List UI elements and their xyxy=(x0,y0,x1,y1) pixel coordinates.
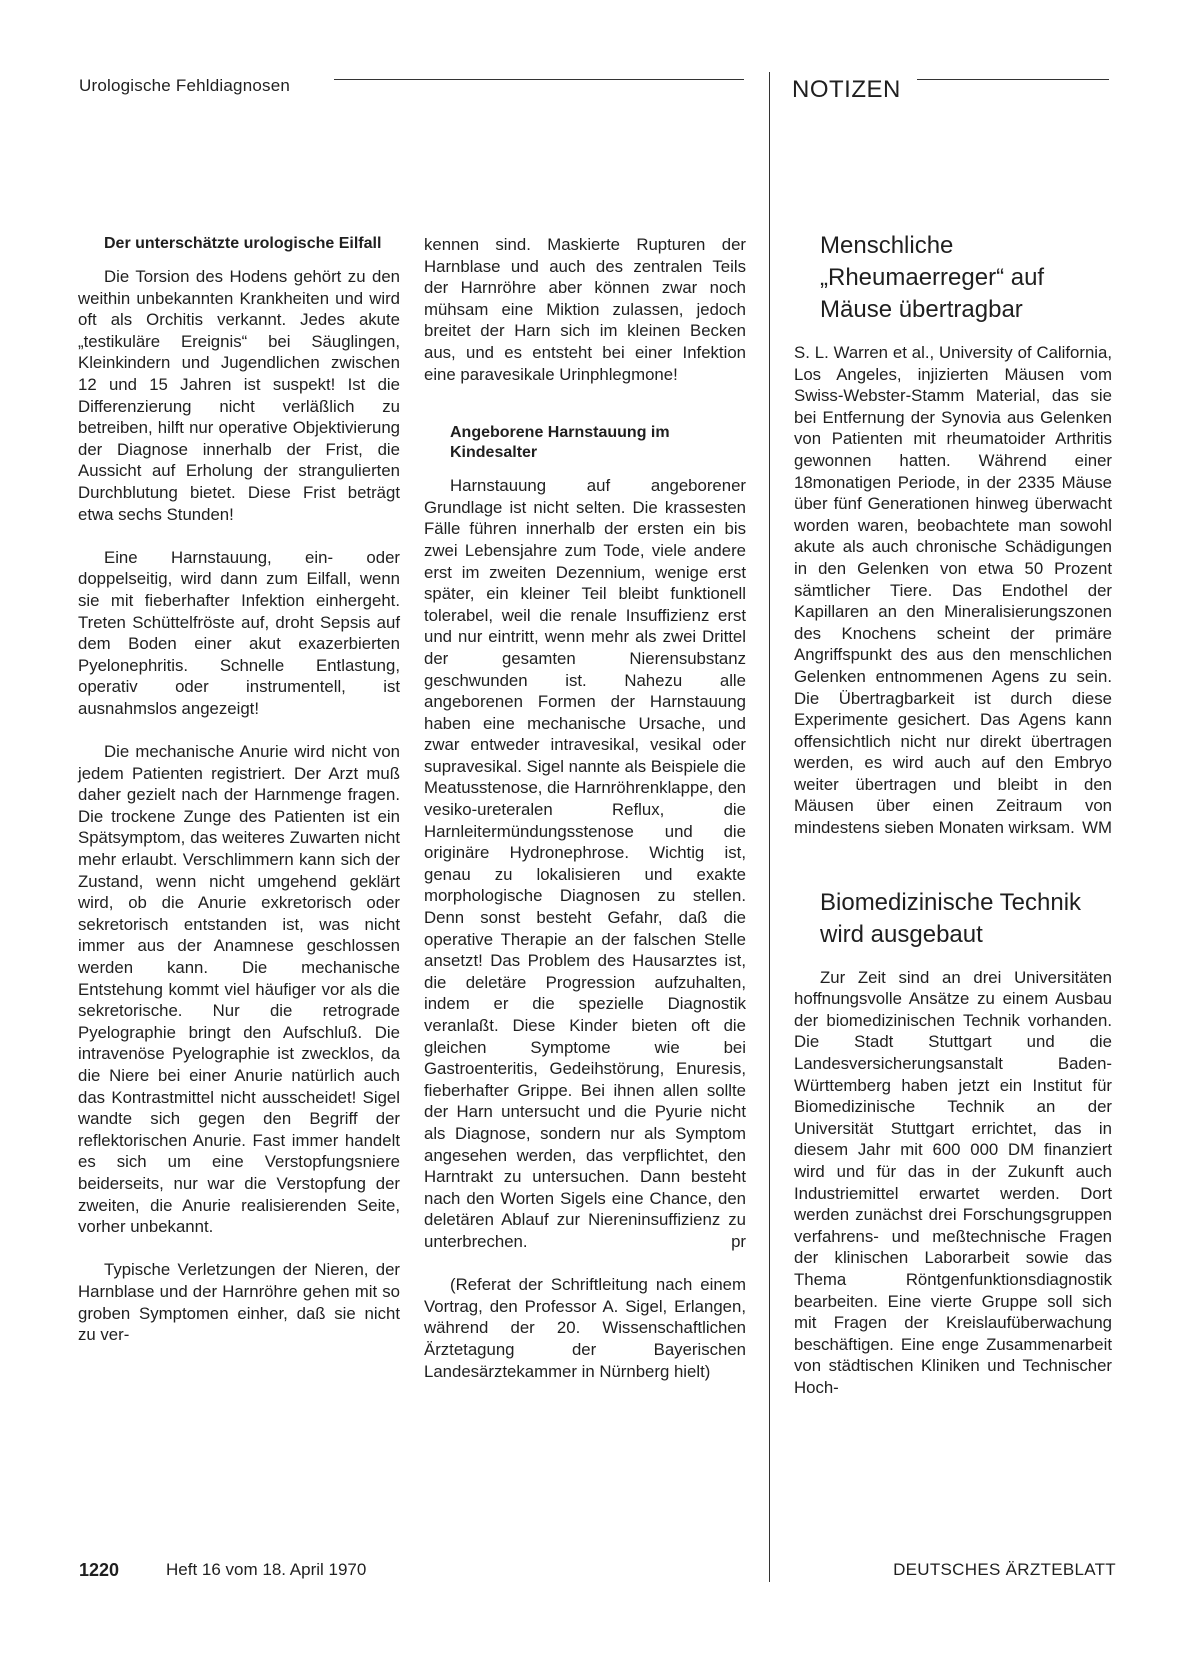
author-initials: pr xyxy=(731,1231,746,1251)
paragraph xyxy=(794,342,1112,839)
column-divider xyxy=(769,72,770,1582)
column-3 xyxy=(794,230,1112,1399)
article-heading: Angeborene Harnstauung im Kindesalter xyxy=(450,424,670,462)
paragraph: Die mechanische Anurie wird nicht von jedem Patienten registriert. Der Arzt muß daher gezielt nach der Harnmenge fragen. Die trockene Zunge des Patienten ist ein Spätsymptom, das weiteres Zuwarten nicht mehr erlaubt. Verschlimmern kann sich der Zustand, wenn nicht umgehend geklärt wird, ob die Anurie exkretorisch oder sekretorisch entstanden ist, was nicht immer aus der Anamnese geschlossen werden kann. Die mechanische Entstehung kommt viel häufiger vor als die sekretorische. Nur die retrograde Pyelographie bringt den Aufschluß. Die intravenöse Pyelographie ist zwecklos, da die Niere bei einer Anurie natürlich auch das Kontrastmittel nicht ausscheidet! Sigel wandte sich gegen den Begriff der reflektorischen Anurie. Fast immer handelt es sich um eine Verstopfungsniere beiderseits, nur war die Verstopfung der zweiten, die Anurie realisierenden Seite, vorher unbekannt. xyxy=(78,742,400,1237)
source-note: (Referat der Schriftleitung nach einem Vortrag, den Professor A. Sigel, Erlangen, während der 20. Wissenschaftlichen Ärztetagung der Bayerischen Landesärztekammer in Nürnberg hielt) xyxy=(424,1275,746,1381)
paragraph: Zur Zeit sind an drei Universitäten hoffnungsvolle Ansätze zu einem Ausbau der biomedizinischen Technik vorhanden. Die Stadt Stuttgart und die Landesversicherungsanstalt Baden-Württemberg haben jetzt ein Institut für Biomedizinische Technik an der Universität Stuttgart errichtet, das in diesem Jahr mit 600 000 DM finanziert wird und für das in der Zukunft auch Industriemittel erwartet werden. Dort werden zunächst drei Forschungsgruppen verfahrens- und meßtechnische Fragen der klinischen Laborarbeit sowie das Thema Röntgenfunktionsdiagnostik bearbeiten. Eine vierte Gruppe soll sich mit Fragen der Kreislaufüberwachung beschäftigen. Eine enge Zusammenarbeit von städtischen Kliniken und Technischer Hoch- xyxy=(794,967,1112,1397)
header-rule xyxy=(334,79,744,80)
paragraph: Die Torsion des Hodens gehört zu den weithin unbekannten Krankheiten und wird oft als Orchitis verkannt. Jedes akute „testikuläre Ereignis“ bei Säuglingen, Kleinkindern und Jugendlichen zwischen 12 und 15 Jahren ist suspekt! Ist die Differenzierung nicht verläßlich zu betreiben, hilft nur operative Objektivierung der Diagnose innerhalb der Frist, die Aussicht auf Erholung der strangulierten Durchblutung bietet. Diese Frist beträgt etwa sechs Stunden! xyxy=(78,267,400,524)
article-title: Biomedizinische Technik wird ausgebaut xyxy=(820,888,1082,948)
paragraph: Typische Verletzungen der Nieren, der Harnblase und der Harnröhre gehen mit so groben Symptomen einher, daß sie nicht zu ver- xyxy=(78,1260,400,1345)
paragraph-text: S. L. Warren et al., University of California, Los Angeles, injizierten Mäusen vom Swiss-Webster-Stamm Material, das sie bei Entfernung der Synovia aus Gelenken von Patienten mit rheumatoider Arthritis gewonnen hatten. Während einer 18monatigen Periode, in der 2335 Mäuse über fünf Generationen hinweg überwacht worden waren, beobachtete man sowohl akute als auch chronische Schädigungen in den Gelenken von etwa 50 Prozent sämtlicher Tiere. Das Endothel der Kapillaren an den Mineralisierungszonen des Knochens scheint der primäre Angriffspunkt des aus den menschlichen Gelenken entnommenen Agens zu sein. Die Übertragbarkeit ist durch diese Experimente gesichert. Das Agens kann offensichtlich nicht nur direkt übertragen werden, es wird auch auf den Embryo weiter übertragen und bleibt in den Mäusen über einen Zeitraum von mindestens sieben Monaten wirksam. xyxy=(794,343,1112,838)
author-initials: WM xyxy=(1082,818,1112,838)
article-title: Menschliche „Rheumaerreger“ auf Mäuse übertragbar xyxy=(820,232,1045,323)
section-header: NOTIZEN xyxy=(792,76,901,103)
column-1 xyxy=(78,234,400,1346)
paragraph: Eine Harnstauung, ein- oder doppelseitig, wird dann zum Eilfall, wenn sie mit fieberhafter Infektion einhergeht. Treten Schüttelfröste auf, droht Sepsis auf dem Boden einer akut exazerbierten Pyelonephritis. Schnelle Entlastung, operativ oder instrumentell, ist ausnahmslos angezeigt! xyxy=(78,547,400,718)
journal-name: DEUTSCHES ÄRZTEBLATT xyxy=(893,1560,1116,1579)
column-2 xyxy=(424,234,746,1382)
article-heading: Der unterschätzte urologische Eilfall xyxy=(104,235,382,252)
issue-info: Heft 16 vom 18. April 1970 xyxy=(166,1560,367,1579)
paragraph-text: Harnstauung auf angeborener Grundlage ist nicht selten. Die krassesten Fälle führen innerhalb der ersten ein bis zwei Lebensjahre zum Tode, viele andere erst im zweiten Dezennium, wenige erst später, ein kleiner Teil bleibt funktionell tolerabel, weil die renale Insuffizienz erst und nur eintritt, wenn mehr als zwei Drittel der gesamten Nierensubstanz geschwunden ist. Nahezu alle angeborenen Formen der Harnstauung haben eine mechanische Ursache, und zwar entweder intravesikal, vesikal oder supravesikal. Sigel nannte als Beispiele die Meatusstenose, die Harnröhrenklappe, den vesiko-ureteralen Reflux, die Harnleitermündungsstenose und die originäre Hydronephrose. Wichtig ist, genau zu lokalisieren und exakte morphologische Diagnosen zu stellen. Denn sonst besteht Gefahr, daß die operative Therapie an der falschen Stelle ansetzt! Das Problem des Hausarztes ist, die deletäre Progression aufzuhalten, indem er die spezielle Diagnostik veranlaßt. Diese Kinder bieten oft die gleichen Symptome wie bei Gastroenteritis, Gedeihstörung, Enuresis, fieberhafter Grippe. Bei ihnen allen sollte der Harn untersucht und die Pyurie nicht als Diagnose, sondern nur als Symptom angesehen werden, das verpflichtet, den Harntrakt zu untersuchen. Dann besteht nach den Worten Sigels eine Chance, den deletären Ablauf zur Niereninsuffizienz zu unterbrechen. xyxy=(424,476,746,1251)
page-number: 1220 xyxy=(79,1560,120,1580)
running-header: Urologische Fehldiagnosen xyxy=(79,76,291,95)
paragraph xyxy=(424,475,746,1252)
section-header-rule xyxy=(917,79,1109,80)
paragraph: kennen sind. Maskierte Rupturen der Harnblase und auch des zentralen Teils der Harnröhre aber können zwar noch mühsam eine Miktion zulassen, jedoch breitet der Harn sich im kleinen Becken aus, und es entsteht bei einer Infektion eine paravesikale Urinphlegmone! xyxy=(424,235,746,384)
